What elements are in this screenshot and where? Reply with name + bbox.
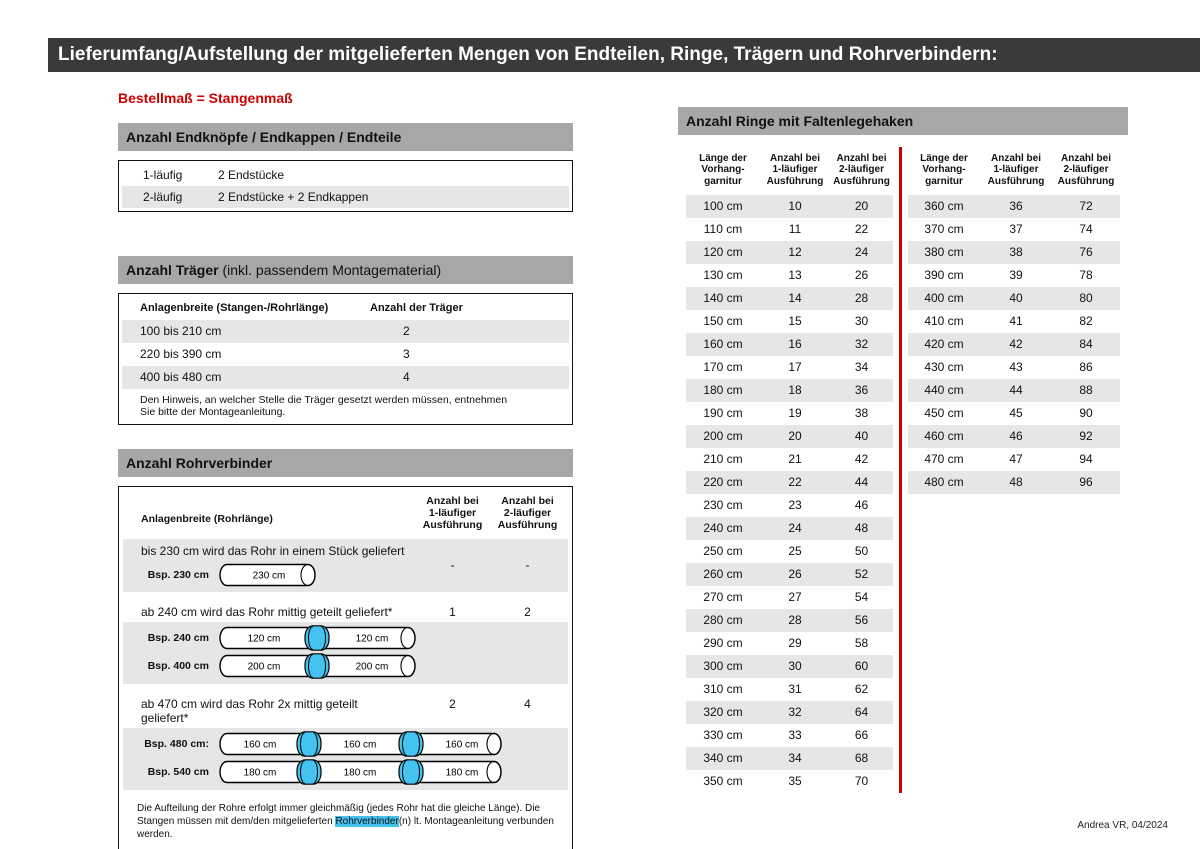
- rings-length-cell: 300 cm: [703, 659, 743, 673]
- svg-text:230 cm: 230 cm: [252, 570, 286, 582]
- rings-count-1laeufig: 24: [788, 521, 802, 535]
- svg-text:160 cm: 160 cm: [243, 739, 277, 751]
- rod-diagram-wrap: [219, 653, 417, 679]
- rings-count-1laeufig: 36: [1009, 199, 1023, 213]
- rings-count-2laeufig: 94: [1079, 452, 1093, 466]
- rings-row: [686, 241, 893, 264]
- rings-table-head: [908, 145, 1120, 195]
- rings-count-2laeufig: 36: [854, 383, 869, 397]
- rings-length-cell: 310 cm: [703, 682, 743, 696]
- svg-text:180 cm: 180 cm: [343, 767, 377, 779]
- rings-row: [908, 379, 1120, 402]
- rings-row: [686, 402, 893, 425]
- rod-diagram: [219, 562, 317, 588]
- rohr-group: [123, 539, 568, 592]
- traeger-note: Den Hinweis, an welcher Stelle die Träger gesetzt werden müssen, entnehmen Sie bitte der Montageanleitung.: [140, 394, 508, 418]
- page-title: Lieferumfang/Aufstellung der mitgelieferten Mengen von Endteilen, Ringe, Trägern und Rohrverbindern:: [58, 44, 998, 65]
- rings-row: [686, 540, 893, 563]
- rings-count-1laeufig: 31: [788, 682, 802, 696]
- rings-count-1laeufig: 22: [788, 475, 802, 489]
- rings-count-2laeufig: 62: [854, 682, 869, 696]
- rings-count-2laeufig: 58: [854, 636, 869, 650]
- rings-count-1laeufig: 34: [788, 751, 802, 765]
- rings-count-2laeufig: 34: [854, 360, 869, 374]
- rings-count-2laeufig: 54: [854, 590, 869, 604]
- rings-row: [908, 356, 1120, 379]
- rings-row: [686, 356, 893, 379]
- rings-row: [686, 517, 893, 540]
- rings-count-1laeufig: 19: [788, 406, 802, 420]
- traeger-rows: [122, 320, 569, 389]
- rings-count-2laeufig: 44: [854, 475, 869, 489]
- endteile-row: [122, 164, 569, 186]
- rings-row: [686, 494, 893, 517]
- rings-col-header: Anzahl bei 1-läufiger Ausführung: [987, 152, 1045, 187]
- rings-row: [908, 333, 1120, 356]
- rings-count-2laeufig: 86: [1079, 360, 1093, 374]
- rings-count-2laeufig: 92: [1079, 429, 1093, 443]
- rings-count-1laeufig: 14: [788, 291, 802, 305]
- rings-count-2laeufig: 74: [1079, 222, 1093, 236]
- rings-col-header: Länge der Vorhang- garnitur: [699, 152, 747, 187]
- rings-length-cell: 370 cm: [924, 222, 964, 236]
- rings-count-2laeufig: 22: [854, 222, 869, 236]
- rings-length-cell: 150 cm: [703, 314, 743, 328]
- rings-length-cell: 260 cm: [703, 567, 743, 581]
- rings-row: [686, 310, 893, 333]
- rod-example-row: [123, 652, 568, 680]
- traeger-row-count: 3: [403, 347, 410, 361]
- rings-count-2laeufig: 60: [854, 659, 869, 673]
- rings-count-1laeufig: 48: [1009, 475, 1023, 489]
- rings-row: [686, 632, 893, 655]
- rings-row: [686, 333, 893, 356]
- rod-example-label: Bsp. 480 cm:: [144, 738, 209, 750]
- rings-count-1laeufig: 38: [1009, 245, 1023, 259]
- rings-length-cell: 290 cm: [703, 636, 743, 650]
- rings-length-cell: 360 cm: [924, 199, 964, 213]
- svg-text:120 cm: 120 cm: [247, 633, 281, 645]
- rings-count-2laeufig: 52: [854, 567, 869, 581]
- rings-count-1laeufig: 25: [788, 544, 802, 558]
- rohr-col-width-header: Anlagenbreite (Rohrlänge): [141, 513, 273, 525]
- section-header-traeger-rest: (inkl. passendem Montagematerial): [218, 262, 442, 278]
- red-divider: [899, 147, 902, 793]
- rings-count-2laeufig: 66: [854, 728, 869, 742]
- section-header-rohrverbinder: [118, 449, 573, 477]
- rings-row: [908, 241, 1120, 264]
- rings-count-1laeufig: 35: [788, 774, 802, 788]
- rings-count-1laeufig: 13: [788, 268, 802, 282]
- rings-count-1laeufig: 40: [1009, 291, 1023, 305]
- rings-row: [908, 218, 1120, 241]
- rings-count-1laeufig: 28: [788, 613, 802, 627]
- section-header-ringe: [678, 107, 1128, 135]
- rod-example-label: Bsp. 540 cm: [147, 766, 209, 778]
- traeger-row-range: 220 bis 390 cm: [140, 347, 222, 361]
- rings-row: [908, 402, 1120, 425]
- section-header-endteile: [118, 123, 573, 151]
- rod-example-label: Bsp. 240 cm: [147, 632, 209, 644]
- rings-count-2laeufig: 84: [1079, 337, 1093, 351]
- rings-count-1laeufig: 37: [1009, 222, 1023, 236]
- rings-count-1laeufig: 27: [788, 590, 802, 604]
- rings-count-1laeufig: 43: [1009, 360, 1023, 374]
- rings-table-2: [908, 145, 1120, 494]
- rohr-group-text: bis 230 cm wird das Rohr in einem Stück geliefert: [141, 544, 405, 558]
- rod-example-label: Bsp. 230 cm: [147, 569, 209, 581]
- rings-count-1laeufig: 20: [788, 429, 802, 443]
- rings-count-1laeufig: 21: [788, 452, 802, 466]
- endteile-row-label: 1-läufig: [143, 168, 183, 182]
- rings-count-1laeufig: 30: [788, 659, 802, 673]
- rohr-group-text: ab 470 cm wird das Rohr 2x mittig geteilt geliefert*: [141, 697, 358, 725]
- rohr-col-1laeufig-header: Anzahl bei 1-läufiger Ausführung: [422, 495, 483, 531]
- rings-count-1laeufig: 39: [1009, 268, 1023, 282]
- rings-count-2laeufig: 56: [854, 613, 869, 627]
- rod-diagram: [219, 759, 503, 785]
- rings-row: [686, 701, 893, 724]
- rings-count-1laeufig: 47: [1009, 452, 1023, 466]
- rings-count-1laeufig: 46: [1009, 429, 1023, 443]
- traeger-table: [118, 293, 573, 425]
- footnote-highlight: Rohrverbinder: [335, 816, 399, 827]
- rings-row: [686, 770, 893, 793]
- rings-row: [908, 425, 1120, 448]
- rings-row: [908, 448, 1120, 471]
- traeger-row-range: 100 bis 210 cm: [140, 324, 222, 338]
- rings-length-cell: 450 cm: [924, 406, 964, 420]
- rohr-count-1laeufig: 2: [449, 697, 456, 711]
- rings-length-cell: 330 cm: [703, 728, 743, 742]
- rings-count-1laeufig: 44: [1009, 383, 1023, 397]
- rings-count-2laeufig: 50: [854, 544, 869, 558]
- rings-count-1laeufig: 42: [1009, 337, 1023, 351]
- rings-row: [686, 678, 893, 701]
- rings-row: [908, 264, 1120, 287]
- rohr-col-2laeufig-header: Anzahl bei 2-läufiger Ausführung: [497, 495, 558, 531]
- section-header-endteile-label: Anzahl Endknöpfe / Endkappen / Endteile: [126, 129, 402, 145]
- rings-row: [686, 218, 893, 241]
- rings-length-cell: 440 cm: [924, 383, 964, 397]
- rings-length-cell: 170 cm: [703, 360, 743, 374]
- rings-tables: [678, 145, 1128, 795]
- rohr-count-1laeufig: 1: [449, 605, 456, 619]
- rings-length-cell: 110 cm: [703, 222, 743, 236]
- rings-row: [686, 471, 893, 494]
- left-column: [118, 88, 573, 849]
- rohr-count-2laeufig: -: [525, 557, 530, 572]
- rings-count-1laeufig: 10: [788, 199, 802, 213]
- rings-count-2laeufig: 88: [1079, 383, 1093, 397]
- rings-row: [686, 287, 893, 310]
- rod-example-block: [123, 728, 568, 790]
- traeger-table-head: [122, 296, 569, 320]
- rings-count-2laeufig: 64: [854, 705, 869, 719]
- footnote-text-post: (n) lt. Montageanleitung verbunden werden.: [137, 816, 554, 840]
- rod-example-block: [123, 622, 568, 684]
- endteile-row-value: 2 Endstücke: [218, 168, 285, 182]
- rings-count-2laeufig: 30: [854, 314, 869, 328]
- rohrverbinder-table-head: [119, 487, 572, 539]
- rings-length-cell: 220 cm: [703, 475, 743, 489]
- rings-length-cell: 400 cm: [924, 291, 964, 305]
- rod-diagram-wrap: [219, 562, 317, 588]
- traeger-row-range: 400 bis 480 cm: [140, 370, 222, 384]
- rod-diagram: [219, 653, 417, 679]
- rings-count-1laeufig: 33: [788, 728, 802, 742]
- svg-text:120 cm: 120 cm: [355, 633, 389, 645]
- rohr-count-2laeufig: 4: [524, 697, 531, 711]
- section-header-traeger: [118, 256, 573, 284]
- rings-row: [686, 264, 893, 287]
- rings-count-1laeufig: 15: [788, 314, 802, 328]
- rings-length-cell: 190 cm: [703, 406, 743, 420]
- rohr-group: [123, 600, 568, 684]
- rohrverbinder-footnote: [119, 798, 572, 849]
- footer-credit: Andrea VR, 04/2024: [1077, 820, 1168, 831]
- rod-diagram-wrap: [219, 759, 503, 785]
- rings-col-header: Anzahl bei 2-läufiger Ausführung: [833, 152, 890, 187]
- rohr-group-text: ab 240 cm wird das Rohr mittig geteilt geliefert*: [141, 605, 393, 619]
- rings-count-2laeufig: 68: [854, 751, 869, 765]
- svg-text:180 cm: 180 cm: [243, 767, 277, 779]
- rings-col-header: Anzahl bei 2-läufiger Ausführung: [1057, 152, 1115, 187]
- rings-length-cell: 420 cm: [924, 337, 964, 351]
- rings-length-cell: 180 cm: [703, 383, 743, 397]
- rings-length-cell: 430 cm: [924, 360, 964, 374]
- rings-row: [686, 563, 893, 586]
- rod-diagram: [219, 625, 417, 651]
- svg-text:200 cm: 200 cm: [355, 661, 389, 673]
- rings-count-1laeufig: 32: [788, 705, 802, 719]
- rings-count-1laeufig: 29: [788, 636, 802, 650]
- rod-example-row: [123, 758, 568, 786]
- traeger-col-width-header: Anlagenbreite (Stangen-/Rohrlänge): [140, 302, 329, 314]
- rings-row: [686, 448, 893, 471]
- rings-length-cell: 340 cm: [703, 751, 743, 765]
- rings-count-2laeufig: 96: [1079, 475, 1093, 489]
- section-header-traeger-bold: Anzahl Träger: [126, 262, 219, 278]
- rohr-count-2laeufig: 2: [524, 605, 531, 619]
- rings-count-2laeufig: 48: [854, 521, 869, 535]
- traeger-row-count: 2: [403, 324, 410, 338]
- rings-count-2laeufig: 70: [854, 774, 869, 788]
- rings-count-2laeufig: 40: [854, 429, 869, 443]
- rings-count-2laeufig: 26: [854, 268, 869, 282]
- traeger-row: [122, 343, 569, 366]
- rod-diagram: [219, 731, 503, 757]
- rod-diagram-wrap: [219, 625, 417, 651]
- rings-col-header: Länge der Vorhang- garnitur: [920, 152, 968, 187]
- rings-count-1laeufig: 41: [1009, 314, 1023, 328]
- traeger-row: [122, 320, 569, 343]
- rings-count-2laeufig: 80: [1079, 291, 1093, 305]
- rings-length-cell: 210 cm: [703, 452, 743, 466]
- traeger-row-count: 4: [403, 370, 410, 384]
- rod-diagram-wrap: [219, 731, 503, 757]
- rings-row: [686, 586, 893, 609]
- footnote-text-pre: Die Aufteilung der Rohre erfolgt immer gleichmäßig (jedes Rohr hat die gleiche Länge). Die Stangen müssen mit dem/den mitgelieferten: [137, 803, 540, 827]
- rohr-groups: [119, 539, 572, 790]
- rings-length-cell: 410 cm: [924, 314, 964, 328]
- rings-count-1laeufig: 17: [788, 360, 802, 374]
- rod-example-label: Bsp. 400 cm: [147, 660, 209, 672]
- rings-row: [908, 310, 1120, 333]
- rohr-group: [123, 692, 568, 790]
- rings-length-cell: 460 cm: [924, 429, 964, 443]
- svg-text:160 cm: 160 cm: [343, 739, 377, 751]
- rings-count-1laeufig: 23: [788, 498, 802, 512]
- endteile-row-value: 2 Endstücke + 2 Endkappen: [218, 190, 369, 204]
- rings-length-cell: 140 cm: [703, 291, 743, 305]
- svg-text:200 cm: 200 cm: [247, 661, 281, 673]
- rings-row: [686, 724, 893, 747]
- rings-row: [686, 425, 893, 448]
- rings-count-2laeufig: 32: [854, 337, 869, 351]
- rings-col-header: Anzahl bei 1-läufiger Ausführung: [766, 152, 824, 187]
- rings-count-2laeufig: 78: [1079, 268, 1093, 282]
- rings-count-2laeufig: 38: [854, 406, 869, 420]
- endteile-table: [118, 160, 573, 212]
- rings-length-cell: 250 cm: [703, 544, 743, 558]
- rohr-count-1laeufig: -: [450, 557, 455, 572]
- svg-text:160 cm: 160 cm: [445, 739, 479, 751]
- rings-length-cell: 350 cm: [703, 774, 743, 788]
- endteile-row: [122, 186, 569, 208]
- svg-text:180 cm: 180 cm: [445, 767, 479, 779]
- rings-length-cell: 270 cm: [703, 590, 743, 604]
- section-header-rohrverbinder-label: Anzahl Rohrverbinder: [126, 455, 273, 471]
- rings-count-2laeufig: 20: [854, 199, 869, 213]
- rings-row: [686, 195, 893, 218]
- rings-count-2laeufig: 24: [854, 245, 869, 259]
- rings-row: [908, 195, 1120, 218]
- rings-length-cell: 130 cm: [703, 268, 743, 282]
- rings-length-cell: 480 cm: [924, 475, 964, 489]
- rings-length-cell: 390 cm: [924, 268, 964, 282]
- rings-count-1laeufig: 12: [788, 245, 802, 259]
- rings-count-2laeufig: 76: [1079, 245, 1093, 259]
- rings-count-2laeufig: 46: [854, 498, 869, 512]
- rod-example-row: [123, 730, 568, 758]
- rings-count-2laeufig: 90: [1079, 406, 1093, 420]
- right-column: [678, 107, 1128, 795]
- rings-row: [908, 287, 1120, 310]
- rings-length-cell: 280 cm: [703, 613, 743, 627]
- rings-count-1laeufig: 16: [788, 337, 802, 351]
- rings-length-cell: 200 cm: [703, 429, 743, 443]
- rings-length-cell: 240 cm: [703, 521, 743, 535]
- rings-table-head: [686, 145, 893, 195]
- rings-count-1laeufig: 45: [1009, 406, 1023, 420]
- order-size-note: Bestellmaß = Stangenmaß: [118, 90, 293, 106]
- rings-length-cell: 320 cm: [703, 705, 743, 719]
- rings-count-2laeufig: 42: [854, 452, 869, 466]
- rings-row: [908, 471, 1120, 494]
- rod-example-row: [123, 624, 568, 652]
- rings-row: [686, 379, 893, 402]
- rings-count-2laeufig: 82: [1079, 314, 1093, 328]
- page-title-bar: [48, 38, 1200, 72]
- rings-row: [686, 609, 893, 632]
- rings-length-cell: 100 cm: [703, 199, 743, 213]
- rings-count-2laeufig: 28: [854, 291, 869, 305]
- rings-length-cell: 470 cm: [924, 452, 964, 466]
- rings-length-cell: 120 cm: [703, 245, 743, 259]
- rings-length-cell: 160 cm: [703, 337, 743, 351]
- rings-count-1laeufig: 11: [788, 222, 802, 236]
- rings-count-1laeufig: 18: [788, 383, 802, 397]
- rings-row: [686, 747, 893, 770]
- traeger-row: [122, 366, 569, 389]
- section-header-ringe-label: Anzahl Ringe mit Faltenlegehaken: [686, 113, 914, 129]
- rings-length-cell: 380 cm: [924, 245, 964, 259]
- rings-length-cell: 230 cm: [703, 498, 743, 512]
- rings-table-1: [686, 145, 893, 793]
- rings-count-1laeufig: 26: [788, 567, 802, 581]
- rohrverbinder-table: [118, 486, 573, 849]
- endteile-row-label: 2-läufig: [143, 190, 183, 204]
- rings-count-2laeufig: 72: [1079, 199, 1093, 213]
- traeger-col-count-header: Anzahl der Träger: [370, 302, 463, 314]
- rings-row: [686, 655, 893, 678]
